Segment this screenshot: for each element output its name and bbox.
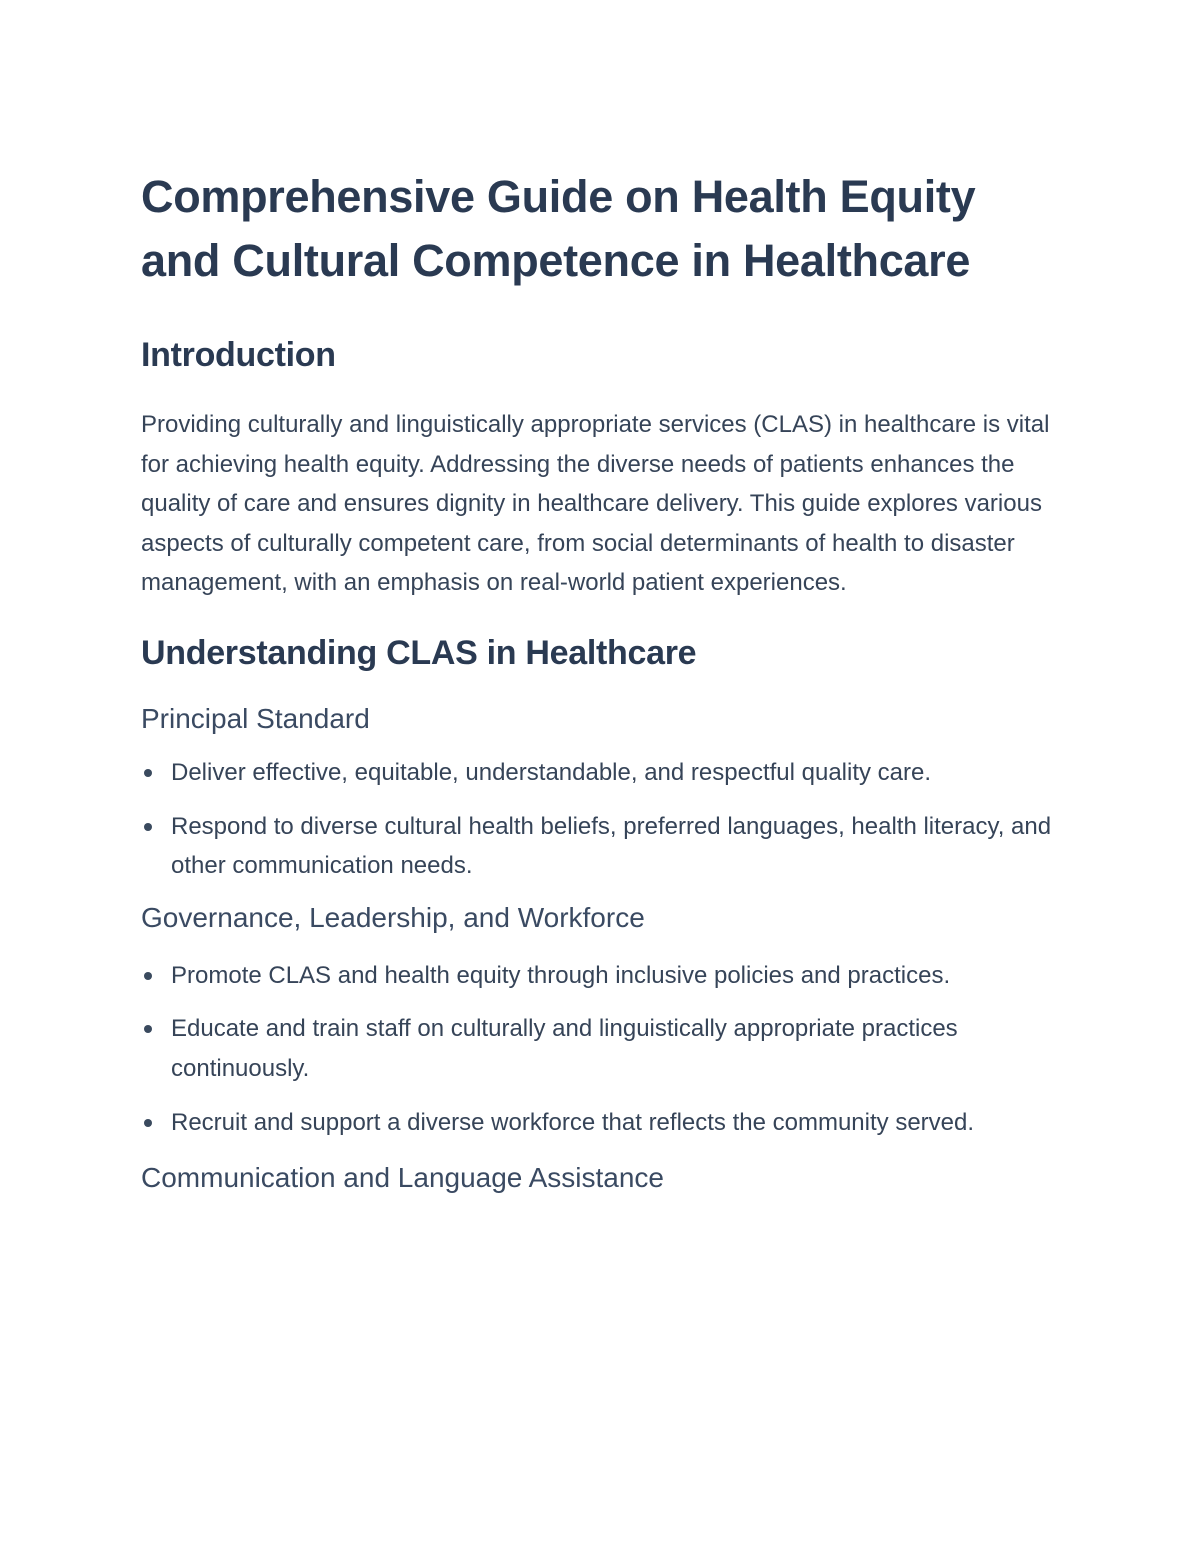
list-item [141, 1103, 1061, 1143]
principal-standard-list [141, 753, 1061, 886]
list-item-text: Educate and train staff on culturally and linguistically appropriate practices continuously. [171, 1015, 958, 1082]
list-item-text: Respond to diverse cultural health beliefs, preferred languages, health literacy, and other communication needs. [171, 812, 1052, 880]
bullet-icon [144, 823, 152, 831]
communication-heading: Communication and Language Assistance [141, 1162, 665, 1194]
document-title: Comprehensive Guide on Health Equity and Cultural Competence in Healthcare [141, 171, 976, 286]
list-item-text: Deliver effective, equitable, understandable, and respectful quality care. [171, 758, 932, 786]
bullet-icon [144, 1119, 152, 1127]
principal-standard-heading: Principal Standard [141, 702, 370, 734]
list-item-text: Recruit and support a diverse workforce that reflects the community served. [171, 1108, 975, 1136]
list-item [141, 753, 1061, 793]
list-item [141, 1009, 1061, 1088]
bullet-icon [144, 1025, 152, 1033]
document-page [141, 165, 1061, 1196]
introduction-heading: Introduction [141, 336, 336, 374]
clas-section-heading: Understanding CLAS in Healthcare [141, 633, 697, 672]
governance-heading: Governance, Leadership, and Workforce [141, 901, 645, 933]
list-item [141, 956, 1061, 996]
bullet-icon [144, 769, 152, 777]
list-item-text: Promote CLAS and health equity through inclusive policies and practices. [171, 961, 951, 989]
governance-list [141, 956, 1061, 1142]
list-item [141, 807, 1061, 886]
bullet-icon [144, 972, 152, 980]
introduction-paragraph: Providing culturally and linguistically appropriate services (CLAS) in healthcare is vital for achieving health equity. Addressing the diverse needs of patients enhances the quality of care and ensures dignity in healthcare delivery. This guide explores various aspects of culturally competent care, from social determinants of health to disaster management, with an emphasis on real-world patient experiences. [141, 411, 1050, 597]
